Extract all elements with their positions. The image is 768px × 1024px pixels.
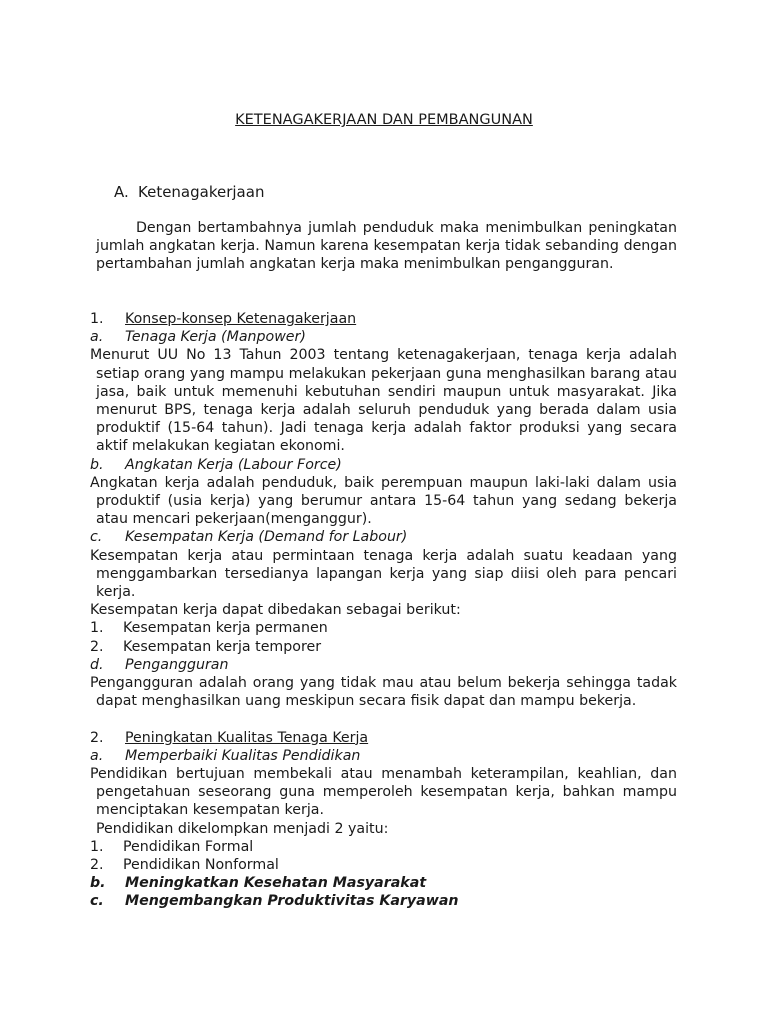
subsection-1d-paragraph: Pengangguran adalah orang yang tidak mau atau belum bekerja sehingga tadak dapat menghasilkan uang meskipun secara fisik dapat dan mampu bekerja. [90, 674, 677, 710]
subsection-2c-label: c. [90, 893, 104, 910]
section-1-title: Konsep-konsep Ketenagakerjaan [125, 311, 357, 327]
subsection-1d-label: d. [90, 656, 104, 673]
subsection-1a-heading [90, 328, 677, 346]
list-item-text: Kesempatan kerja temporer [123, 638, 322, 655]
subsection-1c-label: c. [90, 529, 103, 546]
subsection-1b-label: b. [90, 456, 104, 473]
subsection-2a-label: a. [90, 747, 104, 764]
list-item-text: Kesempatan kerja permanen [123, 620, 328, 637]
document-title: KETENAGAKERJAAN DAN PEMBANGUNAN [235, 112, 533, 128]
subsection-2a-heading [90, 747, 677, 765]
subsection-1c-title: Kesempatan Kerja (Demand for Labour) [125, 529, 408, 546]
section-2-title: Peningkatan Kualitas Tenaga Kerja [125, 729, 369, 746]
subsection-1a-label: a. [90, 329, 104, 346]
list-item [90, 838, 677, 856]
subsection-1b-heading [90, 456, 677, 474]
subsection-1c-heading [90, 528, 677, 546]
list-item-number: 1. [90, 620, 104, 637]
section-2-heading [90, 729, 677, 747]
list-item-text: Pendidikan Formal [123, 838, 254, 855]
subsection-1b-title: Angkatan Kerja (Labour Force) [125, 456, 342, 473]
section-a-title: Ketenagakerjaan [138, 183, 265, 201]
list-item [90, 856, 677, 874]
subsection-2a-paragraph: Pendidikan bertujuan membekali atau menambah keterampilan, keahlian, dan pengetahuan seseorang guna memperoleh kesempatan kerja, bahkan mampu menciptakan kesempatan kerja. [90, 765, 677, 819]
subsection-2c-heading [90, 892, 677, 910]
section-2-number: 2. [90, 729, 104, 746]
document-body [90, 310, 677, 910]
subsection-2a-title: Memperbaiki Kualitas Pendidikan [125, 747, 361, 764]
list-item [90, 638, 677, 656]
subsection-1d-heading [90, 656, 677, 674]
section-a-heading [114, 183, 264, 201]
spacer [90, 710, 677, 728]
subsection-1c-note: Kesempatan kerja dapat dibedakan sebagai berikut: [90, 602, 461, 619]
subsection-1d-title: Pengangguran [125, 656, 229, 673]
subsection-2b-heading [90, 874, 677, 892]
subsection-2c-title: Mengembangkan Produktivitas Karyawan [125, 893, 459, 910]
intro-paragraph: Dengan bertambahnya jumlah penduduk maka menimbulkan peningkatan jumlah angkatan kerja. Namun karena kesempatan kerja tidak sebanding dengan pertambahan jumlah angkatan kerja maka menimbulkan pengangguran. [96, 220, 677, 273]
list-item-number: 2. [90, 638, 104, 655]
subsection-1c-paragraph: Kesempatan kerja atau permintaan tenaga kerja adalah suatu keadaan yang menggambarkan tersedianya lapangan kerja yang siap diisi oleh para pencari kerja. [90, 547, 677, 600]
section-1-heading [90, 310, 677, 328]
list-item-text: Pendidikan Nonformal [123, 856, 279, 873]
subsection-2b-label: b. [90, 875, 106, 892]
subsection-1a-paragraph: Menurut UU No 13 Tahun 2003 tentang ketenagakerjaan, tenaga kerja adalah setiap orang yang mampu melakukan pekerjaan guna menghasilkan barang atau jasa, baik untuk memenuhi kebutuhan sendiri maupun untuk masyarakat. Jika menurut BPS, tenaga kerja adalah seluruh penduduk yang berada dalam usia produktif (15-64 tahun). Jadi tenaga kerja adalah faktor produksi yang secara aktif melakukan kegiatan ekonomi. [90, 347, 677, 455]
section-1-number: 1. [90, 311, 104, 327]
list-item-number: 1. [90, 838, 104, 855]
subsection-1a-title: Tenaga Kerja (Manpower) [125, 329, 306, 346]
subsection-1b-paragraph: Angkatan kerja adalah penduduk, baik perempuan maupun laki-laki dalam usia produktif (usia kerja) yang berumur antara 15-64 tahun yang sedang bekerja atau mencari pekerjaan(menganggur). [90, 474, 677, 528]
section-a-label: A. [114, 183, 129, 201]
list-item-number: 2. [90, 856, 104, 873]
list-item [90, 619, 677, 637]
subsection-2a-note: Pendidikan dikelompkan menjadi 2 yaitu: [96, 820, 389, 837]
subsection-2b-title: Meningkatkan Kesehatan Masyarakat [125, 875, 427, 892]
